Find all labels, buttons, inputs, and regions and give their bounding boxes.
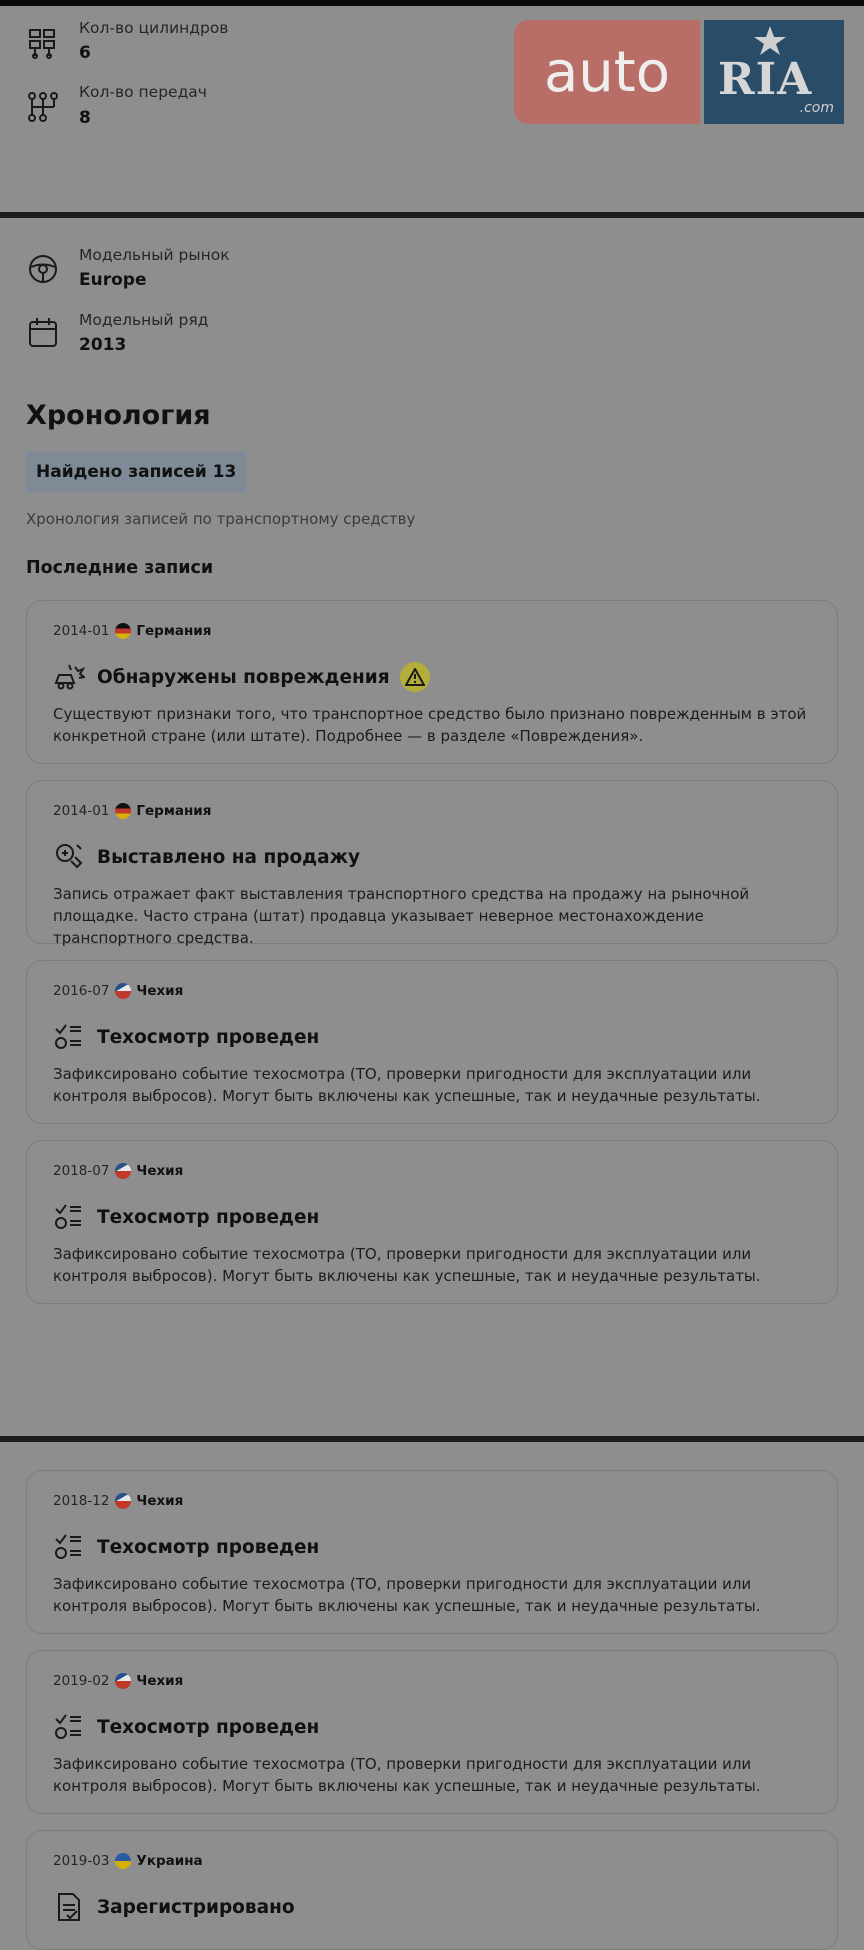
record-date: 2016-07 bbox=[53, 983, 110, 999]
record-country: Германия bbox=[136, 623, 212, 639]
record-card[interactable] bbox=[26, 960, 838, 1124]
steering-wheel-icon bbox=[26, 252, 60, 286]
registration-document-icon bbox=[53, 1891, 85, 1923]
flag-czechia-icon bbox=[115, 1493, 131, 1509]
history-title: Хронология bbox=[26, 400, 211, 431]
flag-ukraine-icon bbox=[115, 1853, 131, 1869]
record-country: Чехия bbox=[136, 1673, 184, 1689]
spec-gears-value: 8 bbox=[79, 108, 91, 128]
engine-cylinders-icon bbox=[26, 26, 60, 60]
record-title: Зарегистрировано bbox=[97, 1896, 295, 1918]
record-description: Зафиксировано событие техосмотра (ТО, проверки пригодности для эксплуатации или контроля выбросов). Могут быть включены как успешные, так и неудачные результаты. bbox=[53, 1755, 761, 1795]
spec-model-year-value: 2013 bbox=[79, 335, 127, 355]
flag-germany-icon bbox=[115, 623, 131, 639]
record-date: 2019-02 bbox=[53, 1673, 110, 1689]
spec-cylinders-label: Кол-во цилиндров bbox=[79, 19, 229, 37]
record-title: Выставлено на продажу bbox=[97, 846, 361, 868]
record-date: 2018-07 bbox=[53, 1163, 110, 1179]
status-bar bbox=[0, 0, 864, 6]
record-title: Техосмотр проведен bbox=[97, 1536, 320, 1558]
spec-market-label: Модельный рынок bbox=[79, 246, 230, 264]
spec-model-year-label: Модельный ряд bbox=[79, 311, 209, 329]
logo-domain-text: .com bbox=[799, 100, 834, 116]
inspection-checklist-icon bbox=[53, 1531, 85, 1563]
spec-gears-label: Кол-во передач bbox=[79, 83, 207, 101]
record-description: Зафиксировано событие техосмотра (ТО, проверки пригодности для эксплуатации или контроля выбросов). Могут быть включены как успешные, так и неудачные результаты. bbox=[53, 1575, 761, 1615]
flag-czechia-icon bbox=[115, 983, 131, 999]
warning-icon[interactable] bbox=[400, 662, 430, 692]
record-description: Зафиксировано событие техосмотра (ТО, проверки пригодности для эксплуатации или контроля выбросов). Могут быть включены как успешные, так и неудачные результаты. bbox=[53, 1245, 761, 1285]
record-date: 2018-12 bbox=[53, 1493, 110, 1509]
record-title: Обнаружены повреждения bbox=[97, 666, 390, 688]
autoria-logo bbox=[514, 20, 844, 124]
record-card[interactable] bbox=[26, 1470, 838, 1634]
record-country: Украина bbox=[136, 1853, 203, 1869]
latest-records-heading: Последние записи bbox=[26, 558, 214, 578]
record-country: Германия bbox=[136, 803, 212, 819]
inspection-checklist-icon bbox=[53, 1201, 85, 1233]
record-country: Чехия bbox=[136, 1163, 184, 1179]
inspection-checklist-icon bbox=[53, 1021, 85, 1053]
record-description: Зафиксировано событие техосмотра (ТО, проверки пригодности для эксплуатации или контроля выбросов). Могут быть включены как успешные, так и неудачные результаты. bbox=[53, 1065, 761, 1105]
logo-ria-text: RIA bbox=[718, 54, 813, 105]
star-icon bbox=[752, 26, 788, 56]
logo-ria-block bbox=[704, 20, 844, 124]
flag-germany-icon bbox=[115, 803, 131, 819]
record-card[interactable] bbox=[26, 1650, 838, 1814]
logo-auto-text: auto bbox=[514, 20, 700, 124]
record-date: 2014-01 bbox=[53, 803, 110, 819]
section-divider bbox=[0, 212, 864, 218]
record-description: Запись отражает факт выставления транспортного средства на продажу на рыночной площадке. Часто страна (штат) продавца указывает неверное местонахождение транспортного средства. bbox=[53, 885, 750, 947]
section-divider bbox=[0, 1436, 864, 1442]
record-description: Существуют признаки того, что транспортное средство было признано поврежденным в этой конкретной стране (или штате). Подробнее — в разделе «Повреждения». bbox=[53, 705, 807, 745]
inspection-checklist-icon bbox=[53, 1711, 85, 1743]
record-date: 2019-03 bbox=[53, 1853, 110, 1869]
record-country: Чехия bbox=[136, 1493, 184, 1509]
flag-czechia-icon bbox=[115, 1673, 131, 1689]
record-country: Чехия bbox=[136, 983, 184, 999]
spec-cylinders-value: 6 bbox=[79, 43, 91, 63]
record-date: 2014-01 bbox=[53, 623, 110, 639]
spec-market-value: Europe bbox=[79, 270, 147, 290]
calendar-icon bbox=[26, 316, 60, 350]
record-title: Техосмотр проведен bbox=[97, 1026, 320, 1048]
gearbox-icon bbox=[26, 90, 60, 124]
flag-czechia-icon bbox=[115, 1163, 131, 1179]
record-card[interactable] bbox=[26, 1830, 838, 1950]
record-title: Техосмотр проведен bbox=[97, 1716, 320, 1738]
record-title: Техосмотр проведен bbox=[97, 1206, 320, 1228]
record-card[interactable] bbox=[26, 1140, 838, 1304]
records-found-badge: Найдено записей 13 bbox=[26, 452, 246, 492]
record-card[interactable] bbox=[26, 780, 838, 947]
history-subtitle: Хронология записей по транспортному средству bbox=[26, 510, 416, 528]
record-card[interactable] bbox=[26, 600, 838, 764]
car-damage-icon bbox=[53, 661, 85, 693]
for-sale-icon bbox=[53, 841, 85, 873]
